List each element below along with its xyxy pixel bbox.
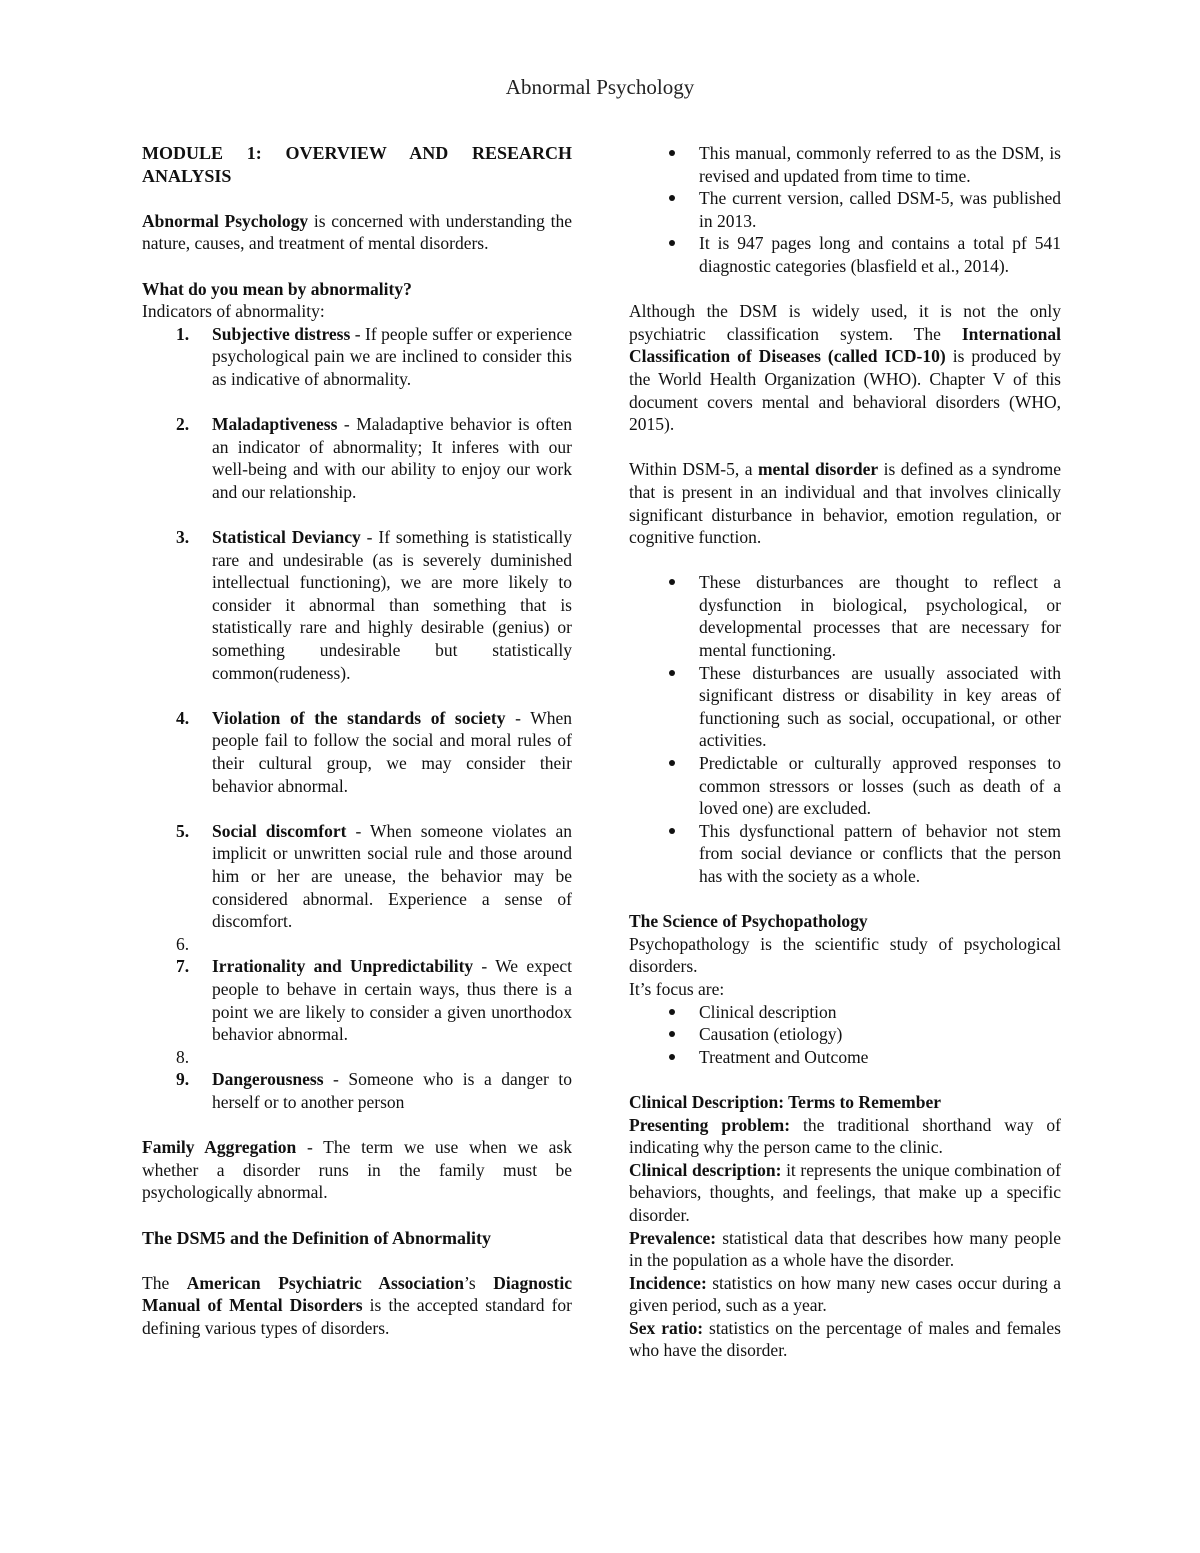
- disturbance-bullet-list: [629, 571, 1061, 887]
- indicator-text: - Someone who is a danger to herself or to another person: [212, 1069, 572, 1112]
- list-item-text: These disturbances are usually associated with significant distress or disability in key areas of functioning such as social, occupational, or other activities.: [699, 662, 1061, 751]
- mental-post: is defined as a syndrome that is present in an individual and that involves clinically significant disturbance in behavior, emotion regulation, or cognitive function.: [629, 459, 1062, 548]
- term-label: Sex ratio:: [629, 1317, 704, 1338]
- list-item: [629, 232, 1061, 277]
- family-aggregation-text: - The term we use when we ask whether a disorder runs in the family must be psychologically abnormal.: [142, 1137, 572, 1203]
- mental-disorder-paragraph: [629, 458, 1061, 548]
- indicators-label: Indicators of abnormality:: [142, 301, 325, 322]
- list-item-text: These disturbances are thought to reflect a dysfunction in biological, psychological, or developmental processes that are necessary for mental functioning.: [699, 572, 1061, 661]
- terms-heading: Clinical Description: Terms to Remember: [629, 1091, 942, 1112]
- term-definition: [629, 1317, 1061, 1362]
- indicator-item: [142, 820, 572, 933]
- term-label: Clinical description:: [629, 1159, 782, 1180]
- list-item-text: Causation (etiology): [699, 1024, 843, 1045]
- indicator-item: [142, 955, 572, 1045]
- indicator-term: Subjective distress: [212, 323, 351, 344]
- dsm-intro-pre: The: [142, 1272, 187, 1293]
- term-definition: [629, 1227, 1061, 1272]
- term-definition: [629, 1114, 1061, 1159]
- intro-paragraph: [142, 210, 572, 255]
- list-item-text: Clinical description: [699, 1001, 837, 1022]
- science-text: Psychopathology is the scientific study of psychological disorders.: [629, 933, 1061, 977]
- indicator-number: 1.: [176, 323, 190, 344]
- term-text: it represents the unique combination of behaviors, thoughts, and feelings, that make up a specific disorder.: [629, 1159, 1061, 1225]
- dsm-manual-term: Diagnostic Manual of Mental Disorders: [142, 1272, 572, 1316]
- indicator-term: Maladaptiveness: [212, 414, 338, 435]
- list-item: [629, 1046, 1061, 1069]
- dsm-intro-mid: ’s: [463, 1272, 494, 1293]
- list-item: [629, 142, 1061, 187]
- icd-pre: Although the DSM is widely used, it is not the only psychiatric classification system. The: [629, 301, 1061, 344]
- bullet-icon: [669, 1054, 675, 1060]
- right-column: [629, 142, 1061, 1362]
- indicator-number: 4.: [176, 707, 190, 728]
- indicator-text: - If people suffer or experience psychological pain we are inclined to consider this as indicative of abnormality.: [212, 323, 572, 389]
- list-item: [629, 820, 1061, 888]
- focus-label: It’s focus are:: [629, 978, 725, 999]
- bullet-icon: [669, 760, 675, 766]
- bullet-icon: [669, 240, 675, 246]
- indicator-number: 7.: [176, 956, 190, 977]
- indicator-item: [142, 1068, 572, 1113]
- apa-term: American Psychiatric Association: [186, 1272, 464, 1293]
- term-definition: [629, 1272, 1061, 1317]
- indicator-number: 6.: [176, 933, 190, 954]
- list-item: [629, 752, 1061, 820]
- indicator-text: - When people fail to follow the social and moral rules of their cultural group, we may consider their behavior abnormal.: [212, 707, 572, 796]
- indicator-term: Statistical Deviancy: [212, 527, 361, 548]
- mental-pre: Within DSM-5, a: [629, 459, 758, 480]
- list-item: [629, 662, 1061, 752]
- indicator-number: 9.: [176, 1069, 190, 1090]
- indicator-number: 5.: [176, 820, 190, 841]
- indicator-number: 3.: [176, 527, 190, 548]
- mental-disorder-term: mental disorder: [757, 459, 879, 480]
- dsm-intro-post: is the accepted standard for defining various types of disorders.: [142, 1295, 572, 1338]
- family-aggregation-paragraph: [142, 1136, 572, 1204]
- list-item: [629, 187, 1061, 232]
- term-text: statistical data that describes how many people in the population as a whole have the disorder.: [629, 1227, 1061, 1271]
- indicator-item-empty: [142, 933, 572, 956]
- abnormality-heading: What do you mean by abnormality?: [142, 278, 412, 299]
- term-text: the traditional shorthand way of indicating why the person came to the clinic.: [629, 1114, 1062, 1158]
- icd-paragraph: [629, 300, 1061, 436]
- bullet-icon: [669, 1031, 675, 1037]
- list-item-text: The current version, called DSM-5, was published in 2013.: [699, 188, 1061, 231]
- indicator-text: - If something is statistically rare and undesirable (as is severely duminished intellectual functioning), we are more likely to consider it abnormal than something that is statistically rare and highly desirable (genius) or something undesirable but statistically common(rudeness).: [212, 527, 573, 683]
- bullet-icon: [669, 670, 675, 676]
- indicator-term: Irrationality and Unpredictability: [212, 956, 474, 977]
- page-header-title: Abnormal Psychology: [505, 75, 695, 99]
- indicator-number: 8.: [176, 1046, 190, 1067]
- icd-term: International Classification of Diseases (called ICD-10): [629, 323, 1061, 367]
- dsm-heading: The DSM5 and the Definition of Abnormality: [142, 1227, 492, 1248]
- science-heading: The Science of Psychopathology: [629, 911, 868, 932]
- bullet-icon: [669, 579, 675, 585]
- icd-post: is produced by the World Health Organization (WHO). Chapter V of this document covers mental and behavioral disorders (WHO, 2015).: [629, 346, 1061, 435]
- term-definition: [629, 1159, 1061, 1227]
- dsm-intro-paragraph: [142, 1272, 572, 1340]
- indicator-term: Social discomfort: [212, 820, 347, 841]
- list-item-text: It is 947 pages long and contains a total pf 541 diagnostic categories (blasfield et al., 2014).: [699, 233, 1061, 276]
- module-title: MODULE 1: OVERVIEW AND RESEARCH ANALYSIS: [142, 143, 572, 186]
- term-label: Incidence:: [629, 1272, 707, 1293]
- indicator-text: - We expect people to behave in certain ways, thus there is a point we are likely to consider a given unorthodox behavior abnormal.: [212, 956, 572, 1045]
- indicator-number: 2.: [176, 414, 190, 435]
- indicators-list: [142, 323, 572, 1114]
- intro-term: Abnormal Psychology: [142, 210, 309, 231]
- indicator-item-empty: [142, 1046, 572, 1069]
- list-item-text: This dysfunctional pattern of behavior not stem from social deviance or conflicts that the person has with the society as a whole.: [699, 820, 1061, 886]
- indicator-item: [142, 323, 572, 391]
- left-column: [142, 142, 572, 1339]
- bullet-icon: [669, 195, 675, 201]
- bullet-icon: [669, 828, 675, 834]
- indicator-term: Dangerousness: [212, 1069, 324, 1090]
- indicator-term: Violation of the standards of society: [212, 707, 506, 728]
- indicator-text: - Maladaptive behavior is often an indicator of abnormality; It inferes with our well-being and with our ability to enjoy our work and our relationship.: [212, 414, 572, 502]
- list-item: [629, 571, 1061, 661]
- indicator-text: - When someone violates an implicit or unwritten social rule and those around him or her are unease, the behavior may be considered abnormal. Experience a sense of discomfort.: [212, 820, 572, 932]
- list-item-text: This manual, commonly referred to as the DSM, is revised and updated from time to time.: [699, 143, 1061, 186]
- intro-text: is concerned with understanding the nature, causes, and treatment of mental disorders.: [142, 210, 572, 254]
- bullet-icon: [669, 1009, 675, 1015]
- term-label: Prevalence:: [629, 1227, 717, 1248]
- indicator-item: [142, 707, 572, 797]
- dsm-bullet-list: [629, 142, 1061, 278]
- term-text: statistics on how many new cases occur during a given period, such as a year.: [629, 1272, 1061, 1316]
- indicator-item: [142, 413, 572, 503]
- indicator-item: [142, 526, 572, 684]
- term-label: Presenting problem:: [629, 1114, 791, 1135]
- list-item-text: Predictable or culturally approved responses to common stressors or losses (such as death of a loved one) are excluded.: [699, 753, 1061, 819]
- bullet-icon: [669, 150, 675, 156]
- focus-list: [629, 1001, 1061, 1069]
- list-item: [629, 1023, 1061, 1046]
- family-aggregation-term: Family Aggregation: [142, 1137, 297, 1158]
- list-item-text: Treatment and Outcome: [699, 1046, 869, 1067]
- list-item: [629, 1001, 1061, 1024]
- term-text: statistics on the percentage of males and females who have the disorder.: [629, 1317, 1061, 1361]
